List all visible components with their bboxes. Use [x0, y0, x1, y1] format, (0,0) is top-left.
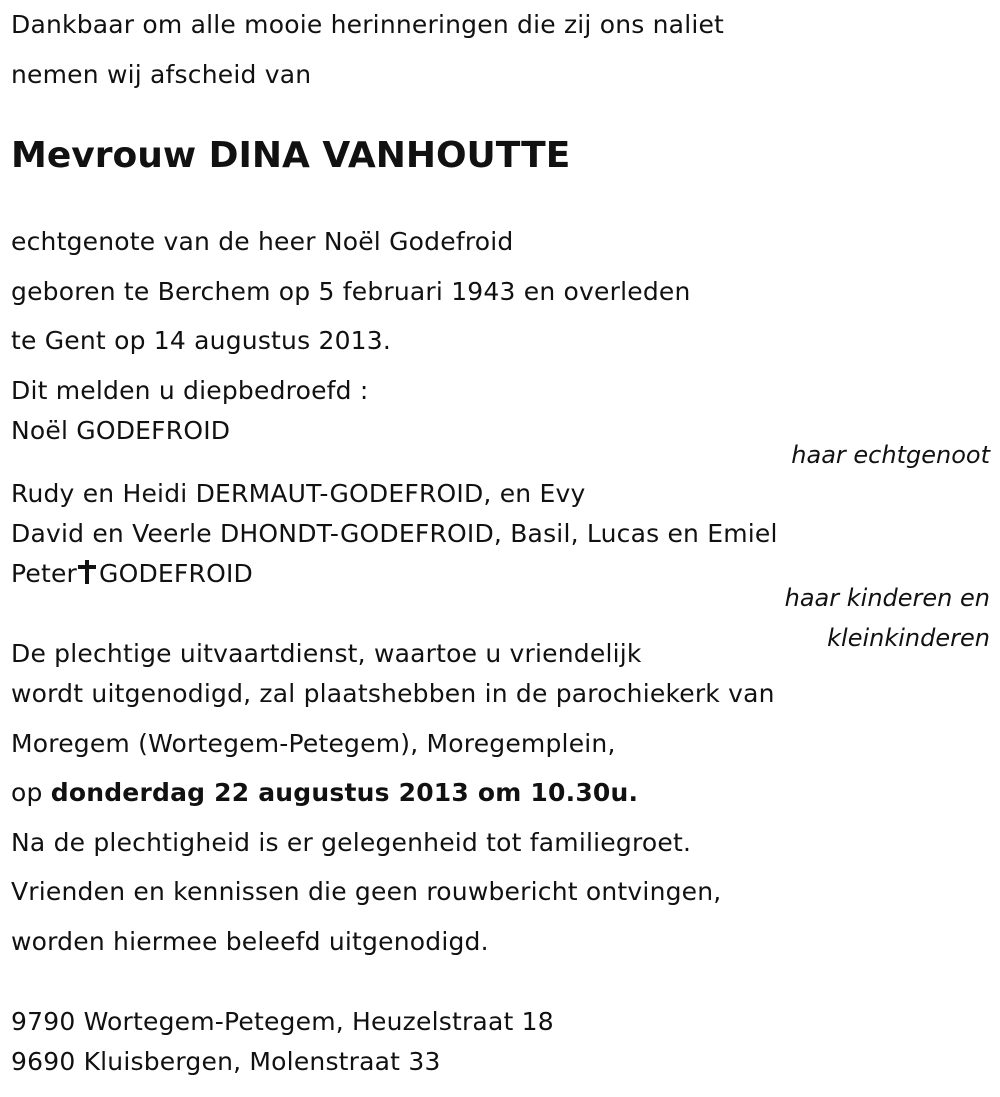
- intro-line-1: Dankbaar om alle mooie herinneringen die zij ons naliet: [11, 10, 725, 39]
- friends-line-2: worden hiermee beleefd uitgenodigd.: [11, 927, 489, 956]
- spouse-line: echtgenote van de heer Noël Godefroid: [11, 227, 514, 256]
- mourners-intro: Dit melden u diepbedroefd :: [11, 376, 369, 405]
- service-datetime-line: [11, 778, 638, 808]
- died-line: te Gent op 14 augustus 2013.: [11, 326, 392, 355]
- peter-first-name: Peter: [11, 559, 78, 588]
- address-2: 9690 Kluisbergen, Molenstraat 33: [11, 1047, 441, 1076]
- cross-icon: [78, 559, 96, 585]
- mourner-spouse-role: haar echtgenoot: [791, 441, 990, 469]
- deceased-name: Mevrouw DINA VANHOUTTE: [11, 135, 571, 176]
- child-line-2: David en Veerle DHONDT-GODEFROID, Basil, Lucas en Emiel: [11, 519, 778, 548]
- service-datetime: donderdag 22 augustus 2013 om 10.30u.: [50, 778, 639, 807]
- address-1: 9790 Wortegem-Petegem, Heuzelstraat 18: [11, 1007, 554, 1036]
- service-line-2: wordt uitgenodigd, zal plaatshebben in de parochiekerk van: [11, 679, 775, 708]
- service-after: Na de plechtigheid is er gelegenheid tot familiegroet.: [11, 828, 692, 857]
- intro-line-2: nemen wij afscheid van: [11, 60, 312, 89]
- children-role-1: haar kinderen en: [784, 584, 990, 612]
- service-line-1: De plechtige uitvaartdienst, waartoe u vriendelijk: [11, 639, 642, 668]
- service-op: op: [11, 778, 43, 807]
- children-role-2: kleinkinderen: [827, 624, 990, 652]
- peter-last-name: GODEFROID: [99, 559, 253, 588]
- mourner-spouse-name: Noël GODEFROID: [11, 416, 231, 445]
- child-line-3: [11, 559, 253, 589]
- friends-line-1: Vrienden en kennissen die geen rouwbericht ontvingen,: [11, 877, 722, 906]
- born-line: geboren te Berchem op 5 februari 1943 en overleden: [11, 277, 691, 306]
- service-line-3: Moregem (Wortegem-Petegem), Moregemplein,: [11, 729, 616, 758]
- child-line-1: Rudy en Heidi DERMAUT-GODEFROID, en Evy: [11, 479, 586, 508]
